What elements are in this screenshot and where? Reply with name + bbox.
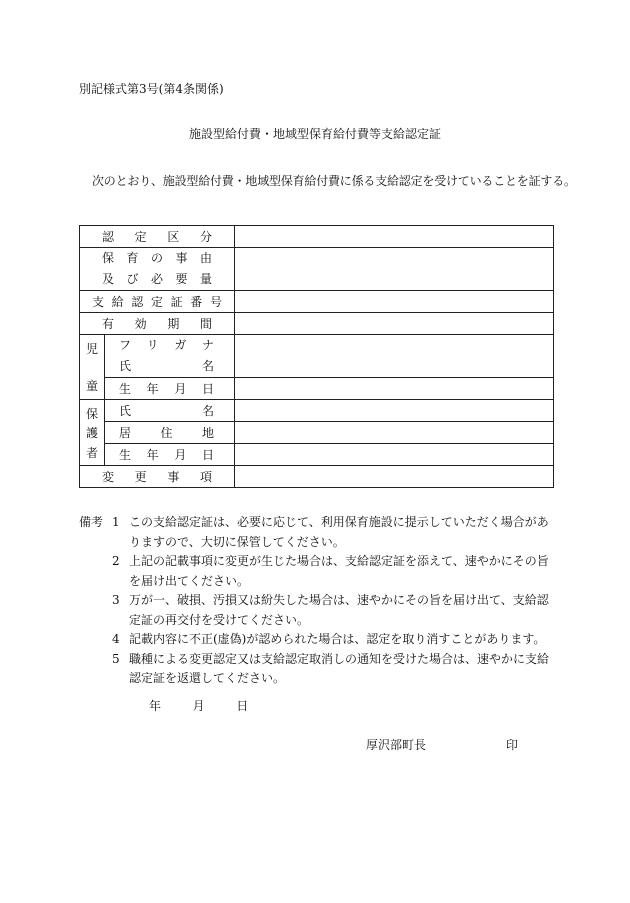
- remark-item: [79, 650, 559, 689]
- row-child-furigana-name: [80, 335, 554, 378]
- child-side-label: 児 童: [80, 335, 105, 400]
- child-birth-value[interactable]: [235, 378, 554, 400]
- certification-table: [79, 225, 554, 488]
- form-number: 別記様式第3号(第4条関係): [79, 82, 224, 96]
- child-furigana-name-label: フ リ ガ ナ 氏 名: [105, 335, 235, 378]
- validity-value[interactable]: [235, 313, 554, 335]
- remark-number: 3: [112, 593, 120, 607]
- category-label: 認 定 区 分: [80, 226, 235, 248]
- remark-text: この支給認定証は、必要に応じて、利用保育施設に提示していただく場合がありますので、大切に保管してください。: [129, 515, 549, 549]
- child-birth-label: 生 年 月 日: [105, 378, 235, 400]
- validity-label: 有 効 期 間: [80, 313, 235, 335]
- child-name-value[interactable]: [235, 335, 554, 378]
- remark-text: 記載内容に不正(虚偽)が認められた場合は、認定を取り消すことがあります。: [129, 632, 546, 646]
- remark-item: [79, 591, 559, 630]
- date-day: 日: [236, 699, 249, 713]
- remark-number: 2: [112, 554, 120, 568]
- guardian-birth-value[interactable]: [235, 444, 554, 466]
- cert-number-label: 支 給 認 定 証 番 号: [80, 291, 235, 313]
- remark-item: [79, 630, 559, 650]
- remark-text: 万が一、破損、汚損又は紛失した場合は、速やかにその旨を届け出て、支給認定証の再交付を受けてください。: [129, 593, 549, 627]
- reason-value[interactable]: [235, 248, 554, 291]
- row-guardian-name: [80, 400, 554, 422]
- row-changes: [80, 466, 554, 488]
- remark-item: [79, 552, 559, 591]
- remark-number: 5: [112, 651, 120, 666]
- guardian-birth-label: 生 年 月 日: [105, 444, 235, 466]
- seal-mark: 印: [506, 738, 519, 752]
- reason-label: 保 育 の 事 由 及 び 必 要 量: [80, 248, 235, 291]
- remark-item: [79, 513, 559, 552]
- date-month: 月: [192, 699, 205, 713]
- document-title: 施設型給付費・地域型保育給付費等支給認定証: [188, 127, 441, 141]
- remark-text: 上記の記載事項に変更が生じた場合は、支給認定証を添えて、速やかにその旨を届け出てください。: [129, 554, 549, 588]
- remarks-section: [79, 513, 559, 689]
- remark-text: 職種による変更認定又は支給認定取消しの通知を受けた場合は、速やかに支給認定証を返還してください。: [129, 651, 550, 685]
- guardian-name-value[interactable]: [235, 400, 554, 422]
- row-reason: [80, 248, 554, 291]
- row-validity: [80, 313, 554, 335]
- date-year: 年: [149, 699, 162, 713]
- row-category: [80, 226, 554, 248]
- remarks-heading: 備考: [79, 515, 104, 529]
- guardian-address-label: 居 住 地: [105, 422, 235, 444]
- issuer-name: 厚沢部町長: [366, 738, 427, 752]
- cert-number-value[interactable]: [235, 291, 554, 313]
- row-child-birth: [80, 378, 554, 400]
- guardian-address-value[interactable]: [235, 422, 554, 444]
- changes-value[interactable]: [235, 466, 554, 488]
- row-guardian-address: [80, 422, 554, 444]
- remark-number: 1: [112, 515, 120, 529]
- guardian-name-label: 氏 名: [105, 400, 235, 422]
- guardian-side-label: 保 護 者: [80, 400, 105, 466]
- row-cert-number: [80, 291, 554, 313]
- category-value[interactable]: [235, 226, 554, 248]
- intro-statement: 次のとおり、施設型給付費・地域型保育給付費に係る支給認定を受けていることを証する。: [92, 174, 576, 188]
- row-guardian-birth: [80, 444, 554, 466]
- remark-number: 4: [112, 632, 120, 646]
- changes-label: 変 更 事 項: [80, 466, 235, 488]
- issue-date[interactable]: [149, 697, 248, 714]
